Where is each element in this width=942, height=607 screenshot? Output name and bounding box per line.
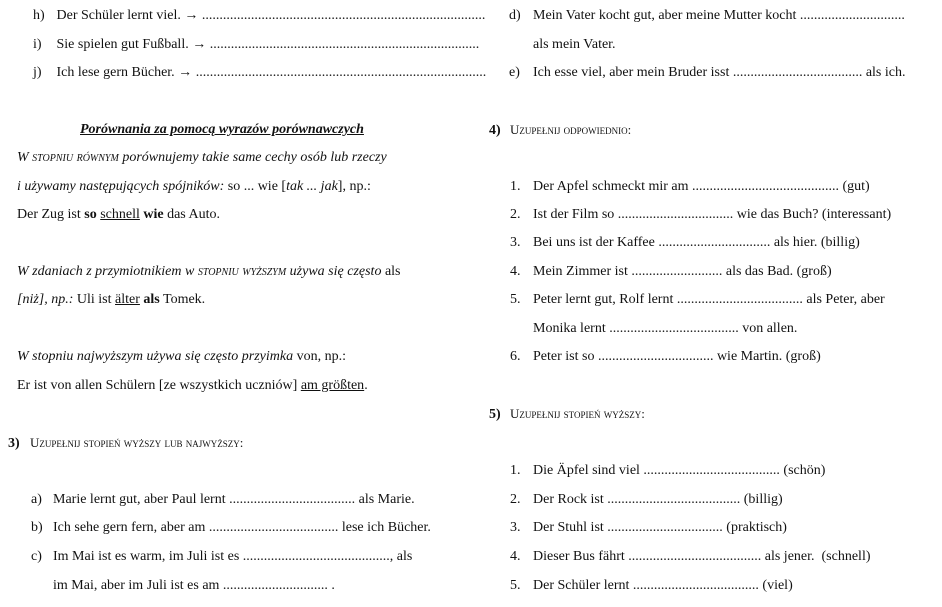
item-label: h) [33,8,45,23]
task-4-heading [489,121,631,140]
item-text[interactable]: Dieser Bus fährt ...................................... als jener. (schnell) [533,549,871,564]
item-text: lese ich Bücher. [341,520,431,535]
item-label: 1. [510,463,521,478]
task-number: 4) [489,123,501,138]
task-4-item-3 [510,234,860,252]
grammar-example-1 [17,206,220,224]
grammar-paragraph-1-line-1 [17,149,387,167]
text-span: Uli ist [73,292,116,307]
task-3-heading [8,434,243,453]
item-label: e) [509,65,520,80]
term-comparative: stopniu wyższym [197,264,287,279]
item-text[interactable]: Bei uns ist der Kaffee ................................ als hier. (billig) [533,235,860,250]
item-label: 2. [510,207,521,222]
task-5-heading [489,405,645,424]
item-text[interactable]: Die Äpfel sind viel ....................................... (schön) [533,463,826,478]
exercise-item-d-continued [533,36,616,54]
answer-blank[interactable]: .............................. [796,8,905,23]
text-span: Er ist von allen Schülern [ze wszystkich uczniów] [17,378,301,393]
task-number: 5) [489,407,501,422]
item-label: d) [509,8,521,23]
grammar-example-3 [17,377,368,395]
answer-blank[interactable]: .................................... [225,492,359,507]
item-label: c) [31,549,42,564]
text-span: używa się często [286,264,382,279]
text-span: ], np.: [337,179,371,194]
item-text: Mein Vater kocht gut, aber meine Mutter kocht [533,8,797,23]
item-text[interactable]: Ist der Film so ................................. wie das Buch? (interessant) [533,207,892,222]
text-span: i używamy następujących spójników: [17,179,225,194]
keyword-wie: wie [143,207,164,222]
answer-blank[interactable]: ..................................... als ich. [729,65,906,80]
item-label: 3. [510,520,521,535]
task-4-item-6 [510,348,821,366]
answer-blank[interactable]: ..................................... [205,520,342,535]
grammar-paragraph-1-line-2 [17,178,371,196]
item-label: 5. [510,578,521,593]
text-span: Tomek. [159,292,206,307]
term-equal-degree: stopniu równym [32,150,119,165]
task-4-item-1 [510,178,870,196]
text-span: W zdaniach z przymiotnikiem w [17,264,198,279]
text-span: [niż], np.: [17,292,74,307]
exercise-item-i [33,36,479,54]
task-3-item-c [31,548,412,566]
task-3-item-a [31,491,415,509]
item-text[interactable]: Der Schüler lernt .................................... (viel) [533,578,793,593]
text-span: . [364,378,368,393]
item-text: Ich sehe gern fern, aber am [53,520,206,535]
item-label: 5. [510,292,521,307]
text-span: tak ... jak [286,179,338,194]
task-4-item-5-continued [533,320,797,338]
task-5-item-3 [510,519,787,537]
task-5-item-2 [510,491,783,509]
task-title: Uzupełnij stopień wyższy lub najwyższy: [30,435,244,450]
item-text[interactable]: Peter lernt gut, Rolf lernt .................................... als Peter, aber [533,292,885,307]
item-text: Im Mai ist es warm, im Juli ist es [53,549,240,564]
item-text: , als [389,549,413,564]
exercise-item-d [509,7,905,25]
item-text[interactable]: Der Rock ist ...................................... (billig) [533,492,783,507]
task-3-item-c-continued [53,577,335,595]
task-3-item-b [31,519,431,537]
item-text: Sie spielen gut Fußball. → [56,37,207,52]
answer-blank[interactable]: .............................. . [219,578,335,593]
item-label: a) [31,492,42,507]
item-text[interactable]: Der Apfel schmeckt mir am .......................................... (gut) [533,179,870,194]
exercise-item-e [509,64,905,82]
answer-blank[interactable]: ............................................................................. [209,37,480,52]
item-label: 1. [510,179,521,194]
task-number: 3) [8,436,20,451]
keyword-so: so [84,207,97,222]
item-text: im Mai, aber im Juli ist es am [53,578,220,593]
answer-blank[interactable]: ................................................................................. [201,8,486,23]
item-label: 4. [510,264,521,279]
item-label: 2. [510,492,521,507]
keyword-am-groessten: am größten [300,378,365,393]
item-label: i) [33,37,42,52]
answer-blank[interactable]: .......................................... [239,549,390,564]
item-text[interactable]: Peter ist so ................................. wie Martin. (groß) [533,349,821,364]
text-span: W stopniu najwyższym używa się często przyimka [17,349,294,364]
item-text: Marie lernt gut, aber Paul lernt [53,492,226,507]
item-text: als mein Vater. [533,37,616,52]
item-text[interactable]: Der Stuhl ist ................................. (praktisch) [533,520,787,535]
text-span: so ... wie [ [224,179,287,194]
text-span: Der Zug ist [17,207,85,222]
text-span: als [381,264,401,279]
text-span: von, np.: [293,349,346,364]
task-title: Uzupełnij stopień wyższy: [510,406,645,421]
item-label: b) [31,520,43,535]
item-text: Der Schüler lernt viel. → [56,8,199,23]
keyword-als: als [143,292,160,307]
task-5-item-5 [510,577,793,595]
task-5-item-4 [510,548,871,566]
task-4-item-2 [510,206,891,224]
item-text: Ich lese gern Bücher. → [56,65,193,80]
item-text: als Marie. [358,492,415,507]
grammar-heading: Porównania za pomocą wyrazów porównawczych [80,122,364,137]
grammar-paragraph-2-line-2 [17,291,205,309]
item-text: Ich esse viel, aber mein Bruder isst [533,65,730,80]
exercise-item-j [33,64,486,82]
item-text[interactable]: Monika lernt ..................................... von allen. [533,321,798,336]
task-title: Uzupełnij odpowiednio: [510,122,632,137]
text-span: das Auto. [163,207,220,222]
grammar-paragraph-2-line-1 [17,263,401,281]
keyword-schnell: schnell [100,207,140,222]
task-4-item-4 [510,263,832,281]
item-label: 3. [510,235,521,250]
item-label: 6. [510,349,521,364]
task-4-item-5 [510,291,885,309]
text-span: W [17,150,33,165]
exercise-item-h [33,7,485,25]
grammar-paragraph-3-line-1 [17,348,346,366]
item-label: j) [33,65,42,80]
item-label: 4. [510,549,521,564]
text-span: porównujemy takie same cechy osób lub rzeczy [118,150,387,165]
answer-blank[interactable]: ................................................................................... [195,65,487,80]
item-text[interactable]: Mein Zimmer ist .......................... als das Bad. (groß) [533,264,832,279]
keyword-alter: älter [115,292,140,307]
task-5-item-1 [510,462,825,480]
